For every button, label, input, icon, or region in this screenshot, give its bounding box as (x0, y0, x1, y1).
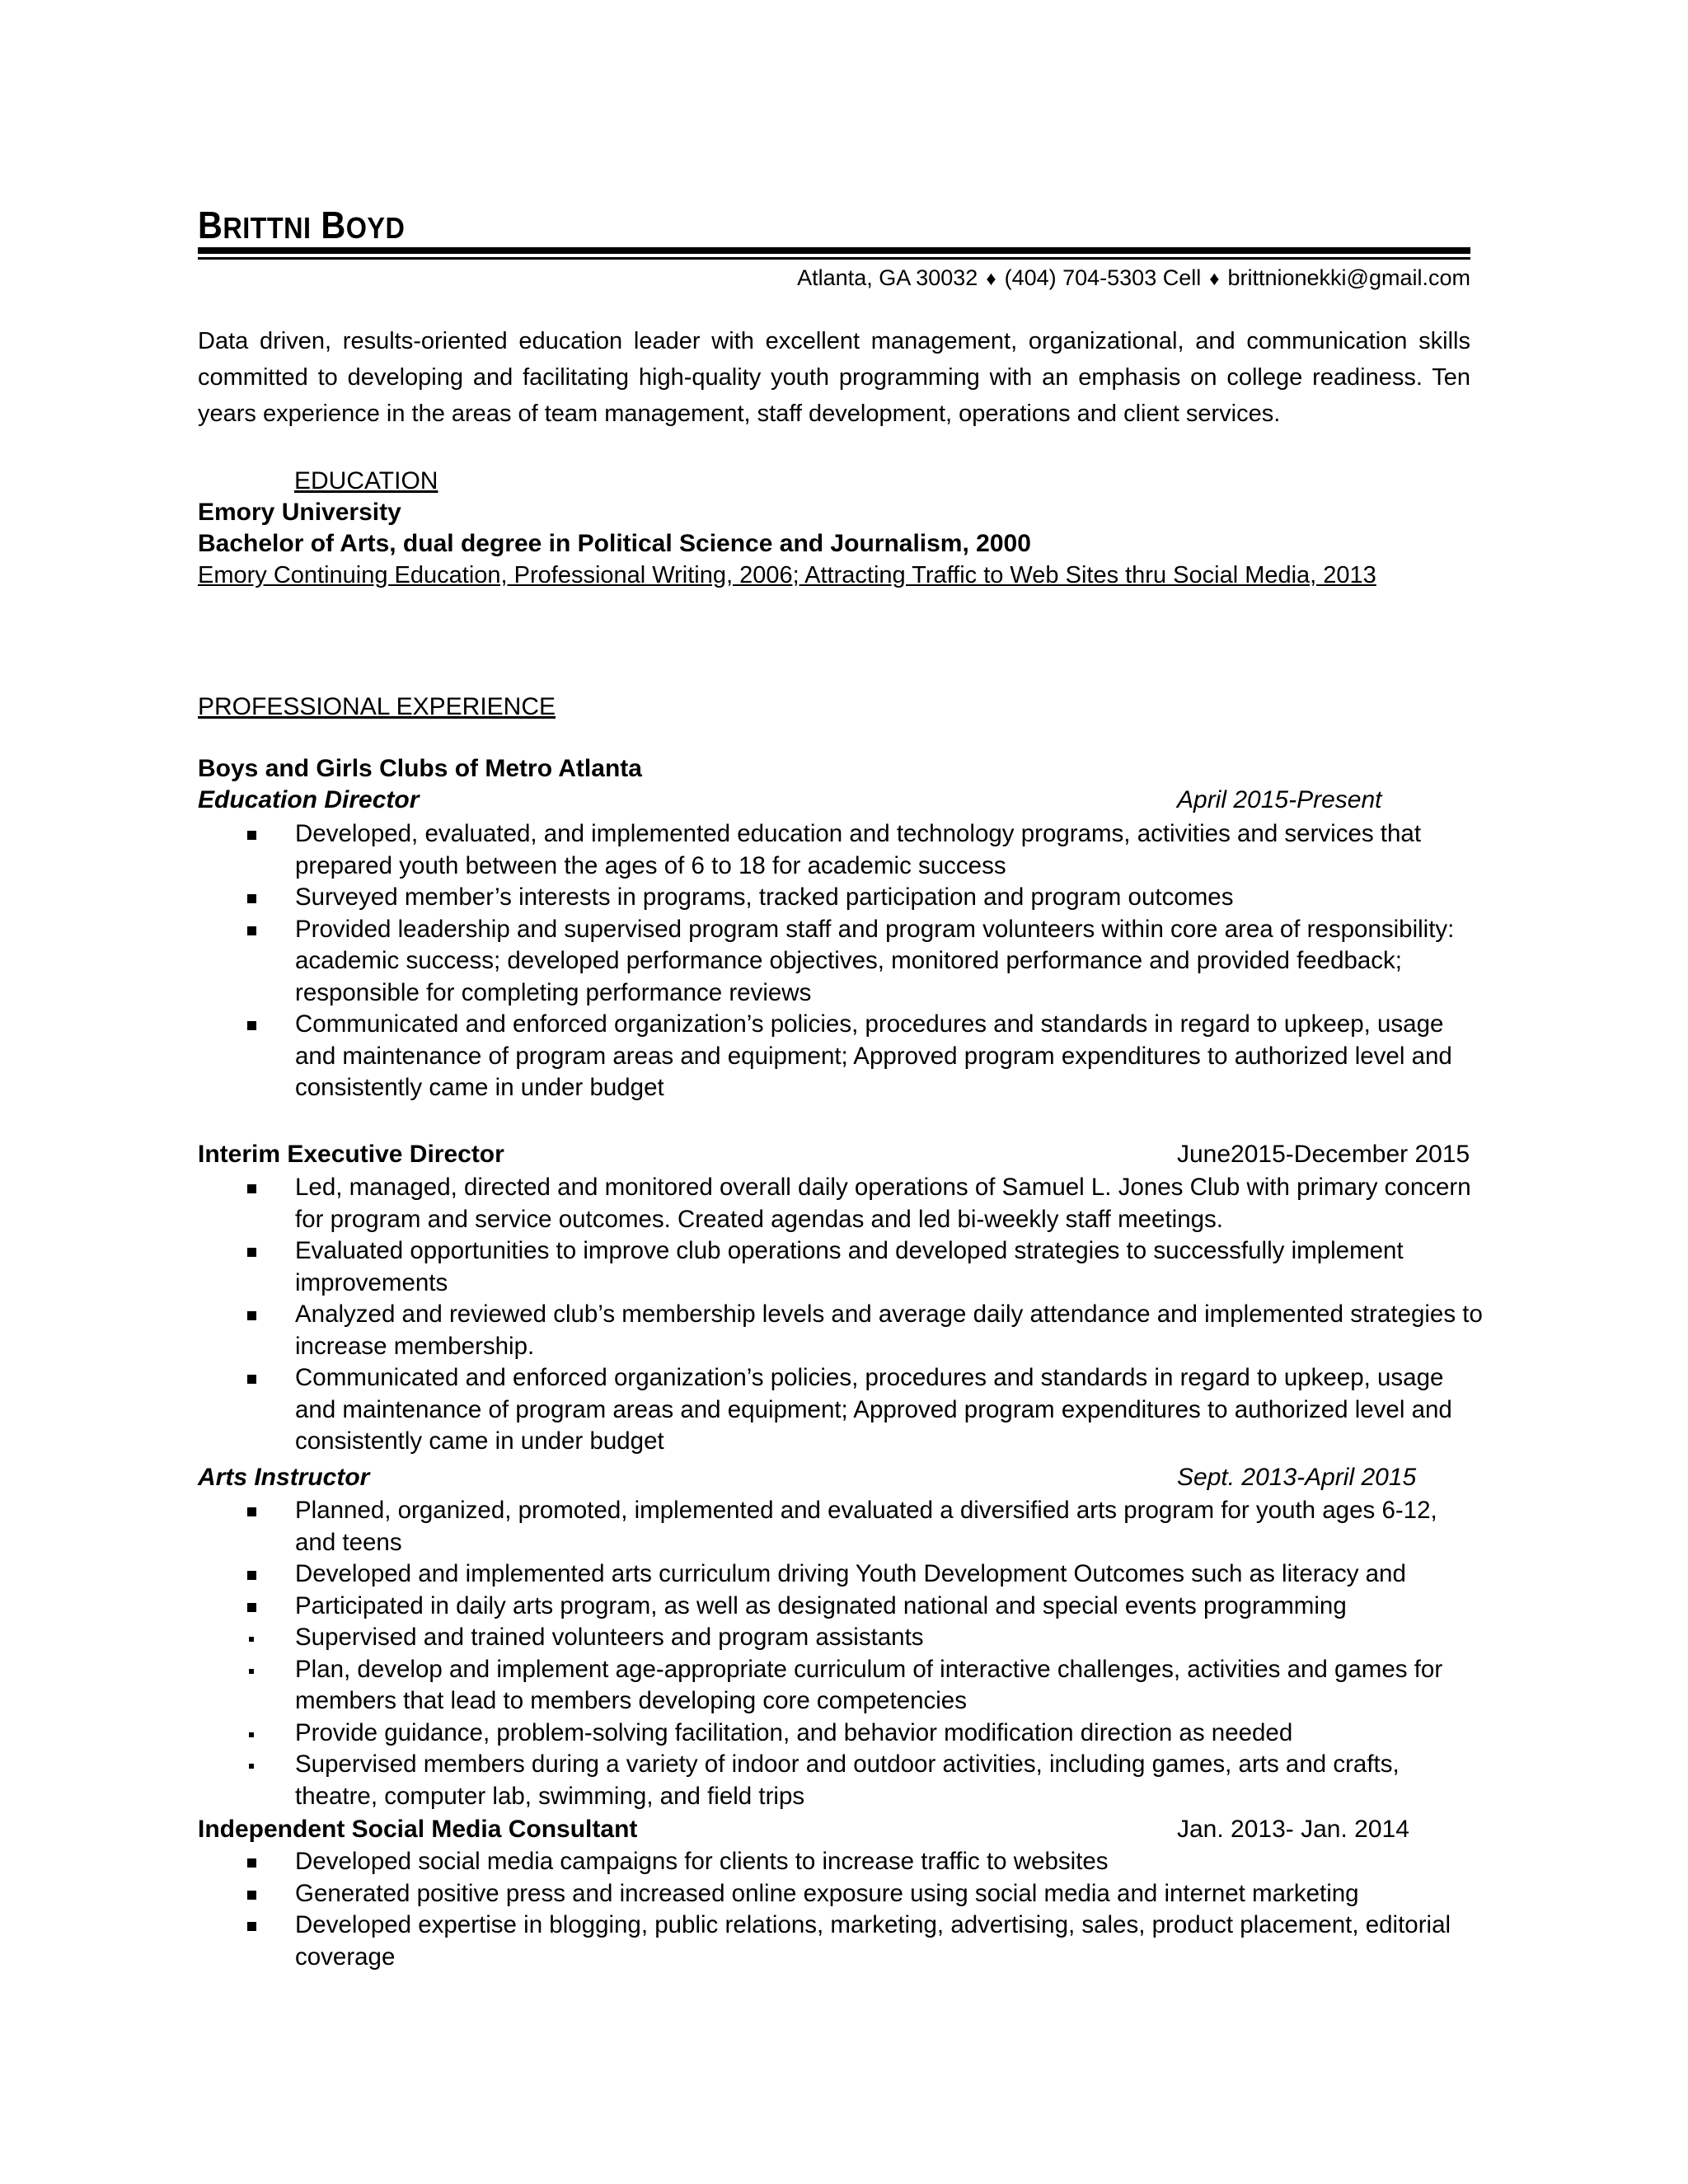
square-bullet-icon (247, 1184, 256, 1193)
job-title: Arts Instructor (198, 1464, 370, 1491)
contact-line (797, 264, 1470, 293)
square-bullet-icon (247, 1922, 256, 1931)
job-dates: June2015-December 2015 (1177, 1141, 1470, 1168)
square-bullet-icon (247, 831, 256, 840)
square-bullet-icon (247, 1248, 256, 1257)
list-item: Generated positive press and increased online exposure using social media and internet marketing (198, 1878, 1484, 1910)
list-item: Surveyed member’s interests in programs, tracked participation and program outcomes (198, 882, 1484, 914)
square-bullet-icon (247, 1021, 256, 1030)
square-bullet-icon (247, 894, 256, 903)
list-item: Provided leadership and supervised program staff and program volunteers within core area of responsibility: academic success; developed performance objectives, monitored performance and provided feedback; responsible for completing performance reviews (198, 914, 1484, 1010)
square-bullet-icon (249, 1732, 254, 1737)
list-item: Developed and implemented arts curriculum driving Youth Development Outcomes such as literacy and (198, 1558, 1484, 1591)
job-bullets (198, 1846, 1484, 1973)
list-item: Led, managed, directed and monitored overall daily operations of Samuel L. Jones Club with primary concern for program and service outcomes. Created agendas and led bi-weekly staff meetings. (198, 1172, 1484, 1235)
square-bullet-icon (247, 1507, 256, 1516)
organization-name: Boys and Girls Clubs of Metro Atlanta (198, 755, 642, 782)
list-item: Planned, organized, promoted, implemented and evaluated a diversified arts program for youth ages 6-12, and teens (198, 1495, 1484, 1558)
list-item: Participated in daily arts program, as well as designated national and special events programming (198, 1591, 1484, 1623)
header-rule-thin (198, 257, 1470, 260)
address: Atlanta, GA 30032 (797, 265, 978, 290)
candidate-name: BRITTNI BOYD (198, 204, 406, 246)
job-bullets (198, 1495, 1484, 1812)
list-item: Supervised members during a variety of indoor and outdoor activities, including games, arts and crafts, theatre, computer lab, swimming, and field trips (198, 1749, 1484, 1812)
job-title: Interim Executive Director (198, 1141, 504, 1168)
square-bullet-icon (249, 1669, 254, 1674)
list-item: Developed expertise in blogging, public relations, marketing, advertising, sales, product placement, editorial coverage (198, 1910, 1484, 1973)
education-school: Emory University (198, 499, 401, 526)
square-bullet-icon (247, 1311, 256, 1320)
list-item: Communicated and enforced organization’s policies, procedures and standards in regard to upkeep, usage and maintenance of program areas and equipment; Approved program expenditures to authorized level and consistently came in under budget (198, 1362, 1484, 1458)
square-bullet-icon (247, 1571, 256, 1580)
experience-heading: PROFESSIONAL EXPERIENCE (198, 693, 556, 720)
job-bullets (198, 818, 1484, 1104)
list-item: Plan, develop and implement age-appropriate curriculum of interactive challenges, activities and games for members that lead to members developing core competencies (198, 1654, 1484, 1718)
education-heading: EDUCATION (294, 467, 438, 494)
phone: (404) 704-5303 Cell (1004, 265, 1202, 290)
list-item: Developed, evaluated, and implemented education and technology programs, activities and services that prepared youth between the ages of 6 to 18 for academic success (198, 818, 1484, 882)
job-title: Education Director (198, 786, 420, 813)
diamond-separator-icon: ♦ (1209, 268, 1220, 290)
list-item: Analyzed and reviewed club’s membership levels and average daily attendance and implemented strategies to increase membership. (198, 1299, 1484, 1362)
job-dates: April 2015-Present (1177, 786, 1382, 813)
header-rule-thick (198, 247, 1470, 254)
square-bullet-icon (249, 1764, 254, 1769)
job-bullets (198, 1172, 1484, 1458)
email: brittnionekki@gmail.com (1227, 265, 1470, 290)
square-bullet-icon (247, 1891, 256, 1900)
job-dates: Jan. 2013- Jan. 2014 (1177, 1816, 1409, 1843)
job-title: Independent Social Media Consultant (198, 1816, 638, 1843)
square-bullet-icon (247, 1603, 256, 1612)
education-degree: Bachelor of Arts, dual degree in Political Science and Journalism, 2000 (198, 530, 1031, 557)
square-bullet-icon (247, 1858, 256, 1868)
list-item: Provide guidance, problem-solving facilitation, and behavior modification direction as needed (198, 1718, 1484, 1750)
list-item: Communicated and enforced organization’s policies, procedures and standards in regard to upkeep, usage and maintenance of program areas and equipment; Approved program expenditures to authorized level and consistently came in under budget (198, 1009, 1484, 1104)
education-continuing: Emory Continuing Education, Professional Writing, 2006; Attracting Traffic to Web Sites thru Social Media, 2013 (198, 562, 1376, 588)
square-bullet-icon (249, 1637, 254, 1642)
list-item: Developed social media campaigns for clients to increase traffic to websites (198, 1846, 1484, 1878)
square-bullet-icon (247, 1375, 256, 1384)
list-item: Supervised and trained volunteers and program assistants (198, 1622, 1484, 1654)
square-bullet-icon (247, 926, 256, 935)
job-dates: Sept. 2013-April 2015 (1177, 1464, 1417, 1491)
summary-paragraph: Data driven, results-oriented education leader with excellent management, organizational, and communication skills committed to developing and facilitating high-quality youth programming with an emphasis on college readiness. Ten years experience in the areas of team management, staff development, operations and client services. (198, 328, 1470, 427)
diamond-separator-icon: ♦ (986, 268, 996, 290)
list-item: Evaluated opportunities to improve club operations and developed strategies to successfully implement improvements (198, 1235, 1484, 1299)
